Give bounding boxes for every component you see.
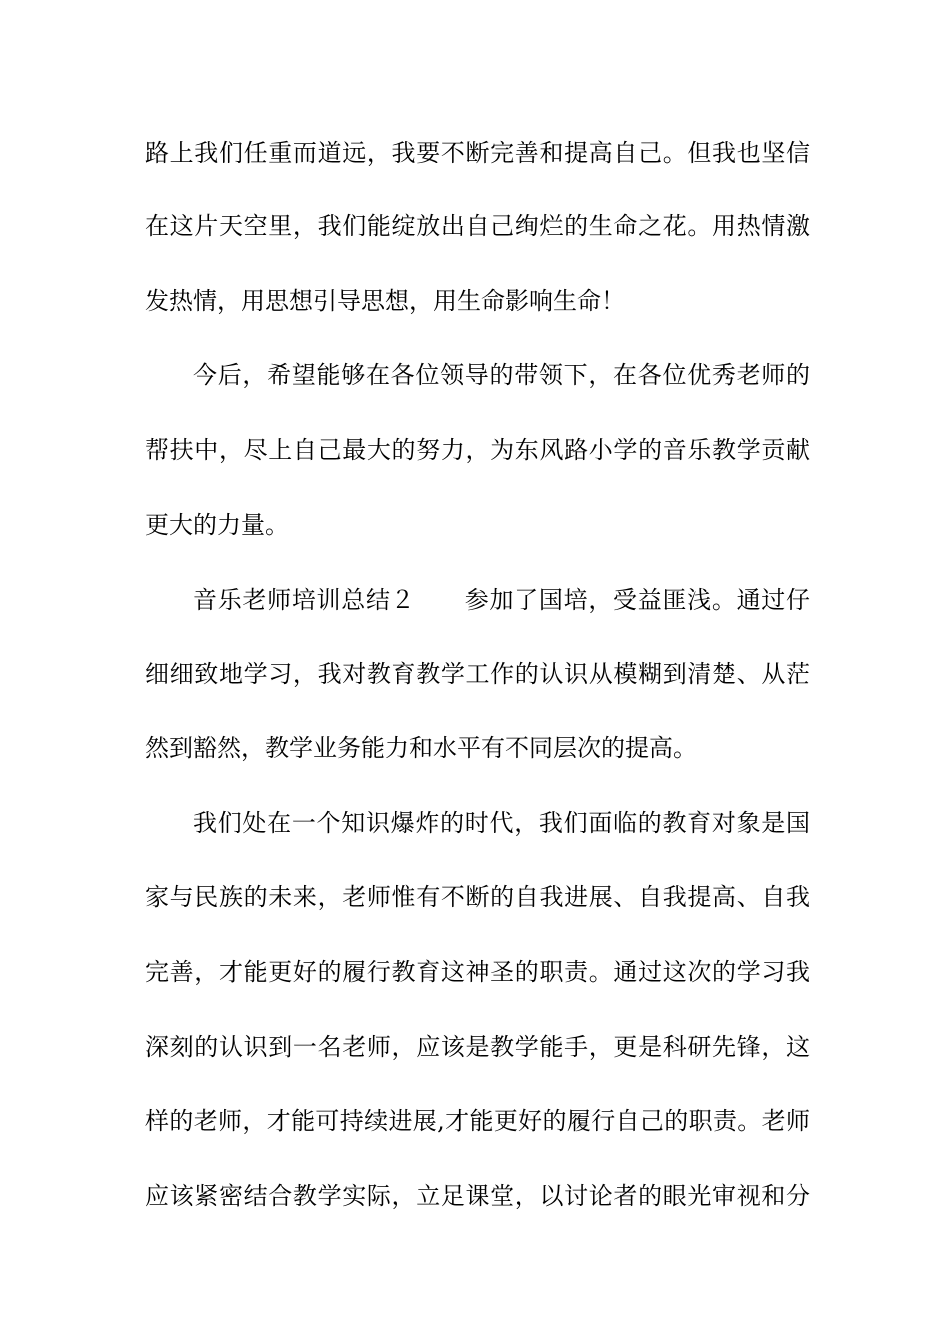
text-line: 家与民族的未来，老师惟有不断的自我进展、自我提高、自我	[145, 883, 810, 911]
text-line: 在这片天空里，我们能绽放出自己绚烂的生命之花。用热情激	[145, 212, 810, 240]
text-line: 深刻的认识到一名老师，应该是教学能手，更是科研先锋，这	[145, 1033, 810, 1061]
text-line: 完善，才能更好的履行教育这神圣的职责。通过这次的学习我	[145, 958, 810, 986]
text-line: 应该紧密结合教学实际，立足课堂，以讨论者的眼光审视和分	[145, 1182, 810, 1210]
text-line: 今后，希望能够在各位领导的带领下，在各位优秀老师的	[193, 361, 810, 389]
text-line: 细细致地学习，我对教育教学工作的认识从模糊到清楚、从茫	[145, 660, 810, 688]
text-line: 样的老师，才能可持续进展,才能更好的履行自己的职责。老师	[145, 1107, 810, 1135]
text-line: 更大的力量。	[145, 511, 289, 539]
text-line: 帮扶中，尽上自己最大的努力，为东风路小学的音乐教学贡献	[145, 436, 810, 464]
text-line: 然到豁然，教学业务能力和水平有不同层次的提高。	[145, 734, 697, 762]
text-line: 音乐老师培训总结２ 参加了国培，受益匪浅。通过仔	[193, 586, 810, 614]
text-line: 路上我们任重而道远，我要不断完善和提高自己。但我也坚信	[145, 139, 810, 167]
text-line: 发热情，用思想引导思想，用生命影响生命！	[145, 287, 625, 315]
text-line: 我们处在一个知识爆炸的时代，我们面临的教育对象是国	[193, 809, 810, 837]
